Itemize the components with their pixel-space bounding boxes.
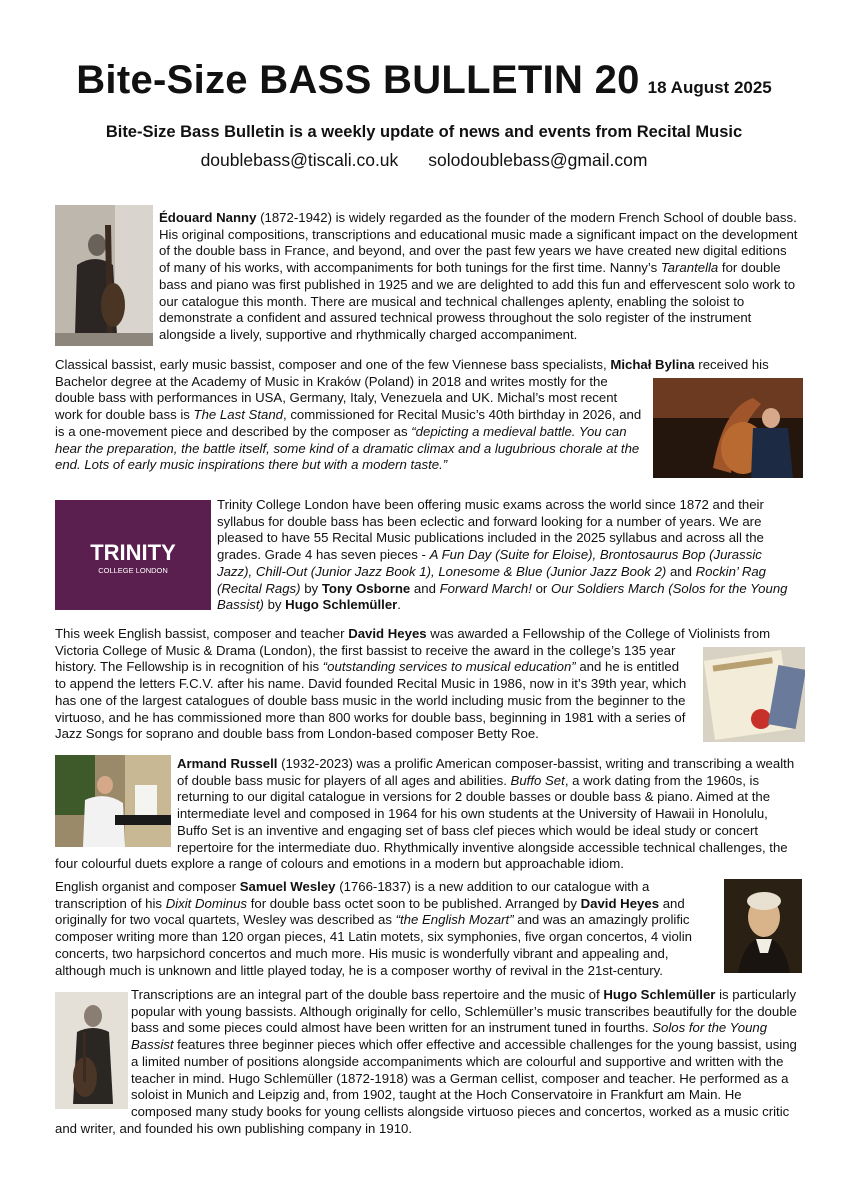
text-run: David Heyes [348,626,427,641]
article-russell [55,756,800,873]
text-run: received his Bachelor degree at the Academy of Music in Kraków (Poland) in 2018 and writes mostly for the double bass with performances in USA, Germany, Italy, Venezuela and UK. Michal’s most recent work for double bass is [55,357,769,423]
text-run: was awarded a Fellowship of the College of Violinists from Victoria College of Music & Drama (London), the first bassist to receive the award in the college’s 135 year history. The Fellowship is in recognition of his [55,626,771,675]
text-run: , a work dating from the 1960s, is returning to our digital catalogue in versions for 2 double basses or double bass & piano. Aimed at the intermediate level and composed in 1964 for his own students at the University of Hawaii in Honolulu, Buffo Set is an inventive and engaging set of bass clef pieces which would be ideal study or concert repertoire for the intermediate duo. Rhythmically inventive alongside accessible technical challenges, the four colourful duets explore a range of colours and emotions in a modern but approachable idiom. [55,772,788,872]
contact-emails [0,150,848,171]
article-trinity [55,497,800,614]
trinity-logo-main: TRINITY [90,540,176,565]
issue-date: 18 August 2025 [647,78,772,97]
schlemuller-photo [55,992,128,1109]
text-run: features three beginner pieces which offer effective and accessible challenges for the young bassist, using a limited number of positions alongside accompaniments which are colourful and supportive and written with the teacher in mind. Hugo Schlemüller (1872-1918) was a German cellist, composer and teacher. He performed as a soloist in Munich and Leipzig and, from 1902, taught at the Hoch Conservatoire in Frankfurt am Main. He composed many study books for young cellists alongside virtuoso pieces and concertos, worked as a music critic and writer, and founded his own publishing company in 1910. [55,1037,797,1136]
text-run: Samuel Wesley [239,879,336,894]
nanny-photo [55,205,153,346]
fellowship-certificate-photo [703,647,805,742]
heyes-text [55,626,800,743]
nanny-text [55,210,800,344]
text-run: Armand Russell [177,756,278,771]
text-run: Édouard Nanny [159,210,257,225]
text-run: Tarantella [660,260,719,276]
text-run: David Heyes [580,895,660,911]
text-run: Classical bassist, early music bassist, composer and one of the few Viennese bass specialists, [55,357,611,372]
text-run: is particularly popular with young bassists. Although originally for cello, Schlemüller’s music transcribes beautifully for the double bass and some pieces could almost have been written for an instrument tuned in fourths. [131,987,797,1036]
email-link-1[interactable]: doublebass@tiscali.co.uk [200,150,399,170]
text-run: (1766-1837) is a new addition to our catalogue with a transcription of his [55,879,650,911]
text-run: Hugo Schlemüller [285,597,398,613]
article-bylina [55,357,800,480]
text-run: The Last Stand [193,407,283,423]
text-run: and was an amazingly prolific composer writing more than 120 organ pieces, 41 Latin motets, six symphonies, five organ concertos, 4 violin concerts, two harpsichord concertos and much more. His music is wonderfully vibrant and appealing and, although much is unknown and little played today, he is a composer worthy of revival in the 21st-century. [55,912,692,978]
text-run: Michał Bylina [610,357,695,372]
article-schlemuller [55,987,800,1137]
text-run: “outstanding services to musical education” [322,659,576,675]
text-run: for double bass and piano was first published in 1925 and we are delighted to add this fun and effervescent solo work to our catalogue this month. There are musical and technical challenges aplenty, enabling the soloist to demonstrate a confident and assured technical prowess throughout the solo register of the instrument alongside a lively, supportive and rhythmically charged accompaniment. [159,260,796,342]
text-run: Our Soldiers March (Solos for the Young Bassist) [217,580,788,613]
text-run: . [397,597,401,613]
bulletin-header [0,58,848,103]
text-run: Hugo Schlemüller [603,987,716,1002]
text-run: and [666,563,696,579]
bulletin-subtitle: Bite-Size Bass Bulletin is a weekly update of news and events from Recital Music [105,123,743,141]
schlemuller-text [55,987,800,1137]
text-run: Buffo Set [510,772,565,788]
article-wesley [55,879,800,979]
text-run: or [531,580,551,596]
text-run: , commissioned for Recital Music’s 40th birthday in 2026, and is a one-movement piece and described by the composer as [55,407,642,439]
text-run: (1932-2023) was a prolific American composer-bassist, writing and transcribing a wealth of double bass music for players of all ages and abilities. [177,756,795,788]
text-run: Forward March! [439,580,532,596]
russell-photo [55,755,171,847]
text-run: by [263,597,286,613]
wesley-text [55,879,800,979]
wesley-portrait [724,879,802,973]
bylina-photo [653,378,803,478]
text-run: (1872-1942) is widely regarded as the founder of the modern French School of double bass. His original compositions, transcriptions and educational music made a significant impact on the development of the double bass in France, and beyond, and over the past few years we have created new digital editions of many of his works, with accompaniments for both tunings for the first time. Nanny’s [159,210,798,276]
trinity-logo-sub: COLLEGE LONDON [98,566,168,575]
text-run: “the English Mozart” [395,912,514,928]
text-run: A Fun Day (Suite for Eloise), Brontosaurus Bop (Jurassic Jazz), Chill-Out (Junior Jazz Book 1), Lonesome & Blue (Junior Jazz Book 2) [217,547,762,579]
text-run: This week English bassist, composer and teacher [55,626,349,641]
article-heyes [55,626,800,744]
text-run: Rockin’ Rag (Recital Rags) [217,563,767,596]
text-run: English organist and composer [55,879,240,894]
email-link-2[interactable]: solodoublebass@gmail.com [428,150,648,170]
text-run: and he is entitled to append the letters F.C.V. after his name. David founded Recital Music in 1986, now in it’s 39th year, which has one of the largest catalogues of double bass music in the world including music from the beginner to the virtuoso, and he has commissioned more than 800 works for double bass, beginning in 1981 with a series of Jazz Songs for soprano and double bass from London-based composer Betty Roe. [55,659,687,742]
text-run: for double bass octet soon to be published. Arranged by [247,895,581,911]
trinity-logo [55,500,211,610]
text-run: Transcriptions are an integral part of the double bass repertoire and the music of [131,987,604,1002]
text-run: Dixit Dominus [165,895,248,911]
text-run: by [300,580,322,596]
text-run: “depicting a medieval battle. You can hear the preparation, the battle itself, some kind of a dramatic climax and a lugubrious chorale at the end. Lots of early music inspirations there but with a modern taste.” [55,423,640,473]
text-run: Tony Osborne [321,580,411,596]
text-run: and originally for two vocal quartets, Wesley was described as [55,895,685,928]
text-run: Solos for the Young Bassist [131,1020,768,1053]
text-run: and [410,580,440,596]
page-title: Bite-Size BASS BULLETIN 20 [76,58,640,102]
text-run: Trinity College London have been offering music exams across the world since 1872 and their syllabus for double bass has been eclectic and forward looking for a number of years. We are pleased to have 55 Recital Music publications included in the 2025 syllabus and across all the grades. Grade 4 has seven pieces - [217,497,764,563]
article-nanny [55,210,800,348]
